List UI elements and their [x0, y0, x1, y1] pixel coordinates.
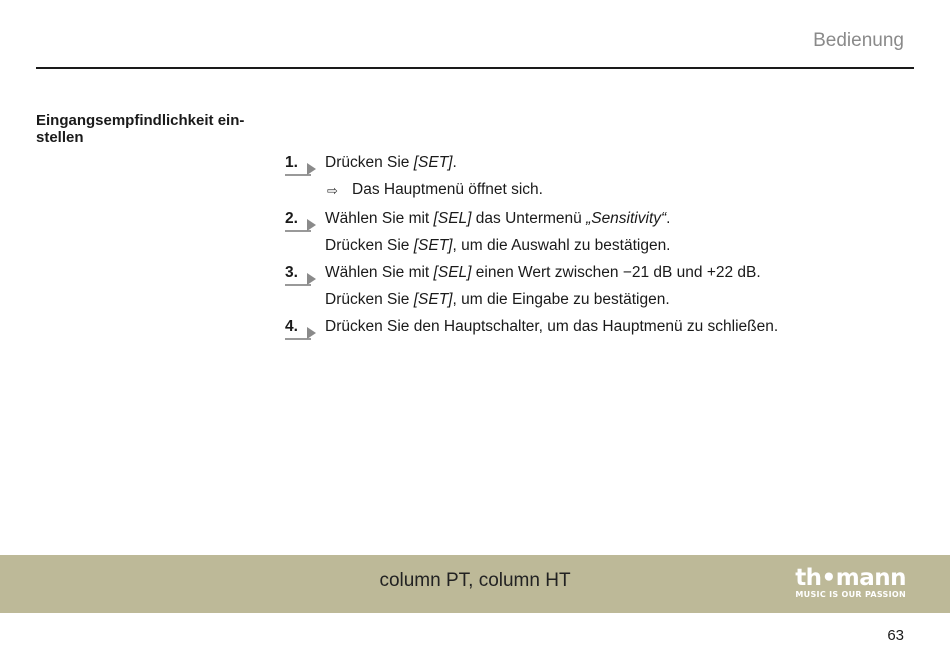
step-text: Wählen Sie mit [SEL] einen Wert zwischen −21 dB und +22 dB.	[325, 264, 761, 281]
section-heading-line-2: stellen	[36, 129, 84, 146]
step-number-label: 1.	[285, 154, 298, 171]
thomann-logo	[791, 566, 906, 600]
header-rule	[36, 67, 914, 69]
page-number: 63	[887, 627, 904, 644]
page-header-title: Bedienung	[813, 30, 904, 51]
section-heading	[36, 112, 256, 146]
step-arrow-icon	[307, 163, 316, 175]
result-text: Das Hauptmenü öffnet sich.	[352, 181, 543, 198]
step-number	[285, 318, 319, 336]
step-number-label: 3.	[285, 264, 298, 281]
logo-tagline: MUSIC IS OUR PASSION	[795, 590, 906, 599]
step-text: Drücken Sie [SET], um die Eingabe zu bestätigen.	[325, 291, 670, 308]
step-number-label: 2.	[285, 210, 298, 227]
step-arrow-icon	[307, 219, 316, 231]
step-text: Drücken Sie den Hauptschalter, um das Hauptmenü zu schließen.	[325, 318, 779, 335]
step-text: Wählen Sie mit [SEL] das Untermenü „Sensitivity“.	[325, 210, 671, 227]
result-arrow-icon: ⇨	[327, 183, 338, 198]
step-number	[285, 210, 319, 228]
step-arrow-icon	[307, 327, 316, 339]
footer-product-name: column PT, column HT	[379, 570, 571, 591]
step-text: Drücken Sie [SET], um die Auswahl zu bestätigen.	[325, 237, 671, 254]
section-heading-line-1: Eingangsempfindlichkeit ein-	[36, 112, 245, 129]
step-arrow-icon	[307, 273, 316, 285]
step-number	[285, 264, 319, 282]
step-number-label: 4.	[285, 318, 298, 335]
logo-wordmark: th•mann	[795, 565, 906, 591]
step-number	[285, 154, 319, 172]
step-text: Drücken Sie [SET].	[325, 154, 457, 171]
